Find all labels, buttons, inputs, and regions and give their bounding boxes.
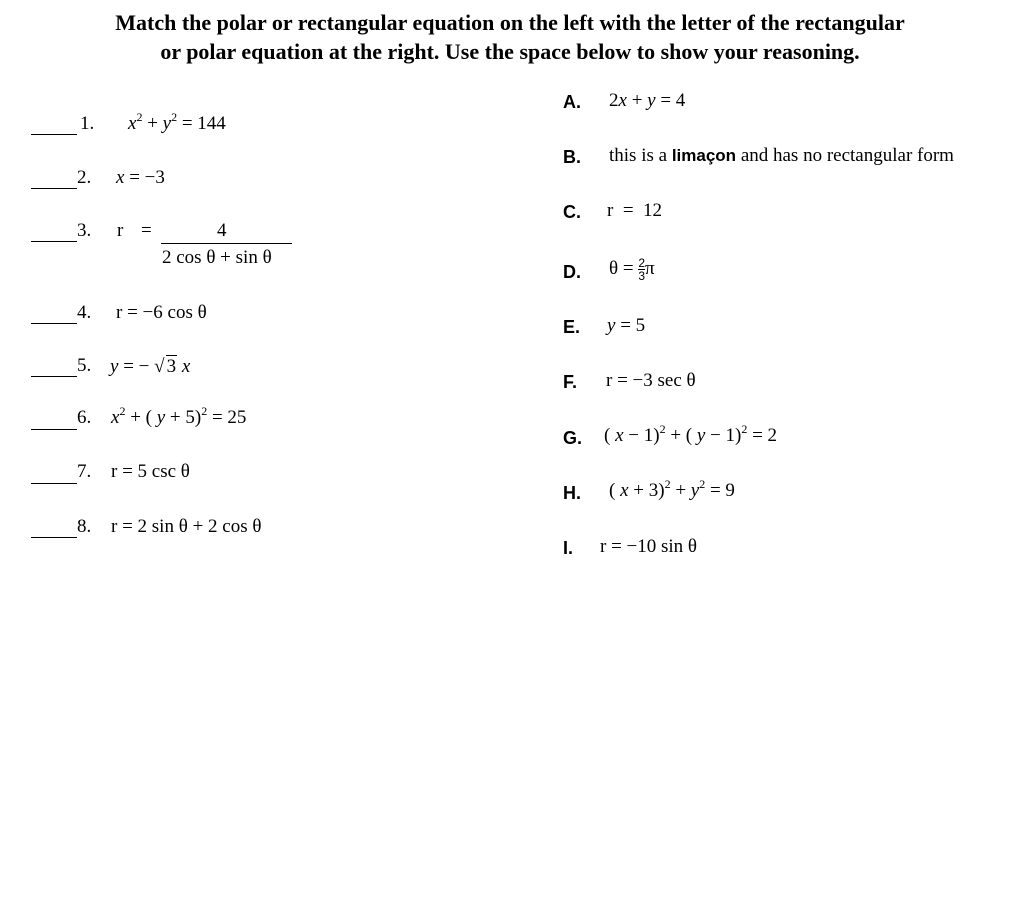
choice-c-equation: r = 12: [607, 200, 663, 221]
problem-equation: $x^2$ + ( y + 5)$^2$ = 25: [111, 404, 247, 428]
choice-d-equation: θ = $\frac{2}{3}$ π: [609, 256, 655, 283]
problem-equation: r = 2 sin θ + 2 cos θ: [111, 516, 262, 537]
choice-i-equation: r = −10 sin θ: [600, 536, 698, 557]
answer-blank-8[interactable]: [31, 537, 77, 538]
problem-number: 1.: [80, 113, 95, 134]
problem-number: 2.: [77, 167, 92, 188]
choice-letter-a: A.: [563, 92, 581, 112]
problem-number: 6.: [77, 407, 92, 428]
problem-equation: r = 5 csc θ: [111, 461, 190, 482]
choice-letter-g: G.: [563, 428, 583, 448]
problem-number: 3.: [77, 220, 92, 241]
problem-number: 7.: [77, 461, 92, 482]
choice-letter-f: F.: [563, 372, 578, 392]
choice-b-pre: this is a: [609, 145, 672, 166]
answer-blank-2[interactable]: [31, 188, 77, 189]
choice-a-equation: 2x + y = 4: [609, 90, 686, 111]
answer-blank-7[interactable]: [31, 483, 77, 484]
choice-letter-h: H.: [563, 483, 581, 503]
choice-f-equation: r = −3 sec θ: [606, 370, 696, 391]
choice-g-equation: ( x − 1)$^2$ + ( y − 1)$^2$ = 2: [604, 422, 778, 446]
problem-number: 8.: [77, 516, 92, 537]
problem-equation: x = −3: [116, 167, 165, 188]
frac-numerator: 4: [217, 220, 227, 241]
answer-blank-6[interactable]: [31, 429, 77, 430]
instructions-title: [0, 8, 1020, 66]
two-thirds-fraction: $\frac{2}{3}$: [638, 256, 646, 283]
answer-blank-1[interactable]: [31, 134, 77, 135]
answer-blank-4[interactable]: [31, 323, 77, 324]
choice-e-equation: y = 5: [607, 315, 646, 336]
reasoning-space[interactable]: [0, 580, 1024, 910]
choice-letter-c: C.: [563, 202, 581, 222]
choice-letter-d: D.: [563, 262, 581, 282]
title-line-1: Match the polar or rectangular equation on the left with the letter of the rectangular: [115, 10, 905, 35]
choice-letter-e: E.: [563, 317, 581, 337]
frac-denominator: 2 cos θ + sin θ: [162, 247, 272, 268]
problem-equation: r = −6 cos θ: [116, 302, 207, 323]
problem-number: 5.: [77, 355, 92, 376]
problem-equation: $x^2 + y^2 = 144$: [128, 110, 226, 134]
choice-letter-b: B.: [563, 147, 581, 167]
answer-blank-5[interactable]: [31, 376, 77, 377]
choice-b-bold: limaçon: [671, 146, 737, 165]
frac-equals: =: [141, 220, 152, 241]
answer-blank-3[interactable]: [31, 241, 77, 242]
frac-lhs: r: [117, 220, 124, 241]
choice-h-equation: ( $x + 3)^2 + y^2 = 9$: [609, 477, 735, 501]
problem-number: 4.: [77, 302, 92, 323]
choice-b-text: [609, 145, 954, 167]
fraction-bar: [161, 243, 292, 244]
choice-letter-i: I.: [563, 538, 574, 558]
title-line-2: or polar equation at the right. Use the space below to show your reasoning.: [160, 39, 860, 64]
sqrt-symbol: √ 3: [154, 356, 177, 377]
choice-b-post: and has no rectangular form: [736, 145, 954, 166]
problem-equation: y = − √ 3 x: [110, 356, 191, 377]
